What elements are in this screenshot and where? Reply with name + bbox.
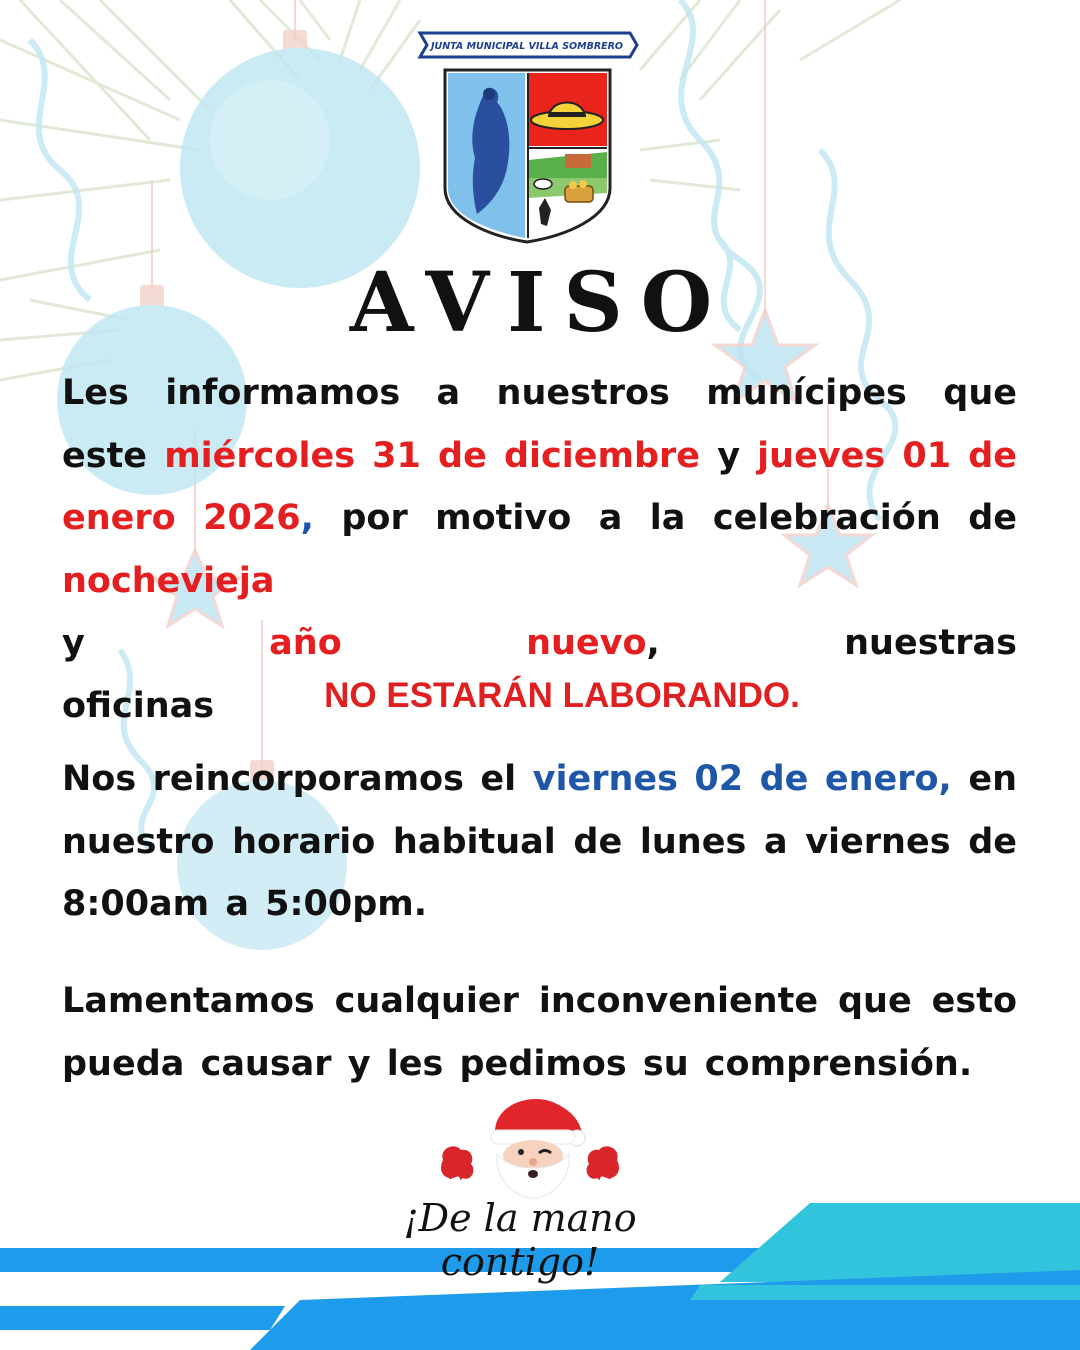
slogan-text: ¡De la mano contigo! (403, 1196, 637, 1284)
comma-text: , (300, 498, 314, 538)
connector-text-2: y (62, 623, 85, 663)
date-highlight-1: miércoles 31 de diciembre (164, 435, 701, 476)
paragraph-apology: Lamentamos cualquier inconveniente que esto pueda causar y les pedimos su comprensión. (62, 981, 1017, 1084)
holiday-highlight-2b: nuevo (526, 623, 647, 663)
municipal-shield-icon (445, 70, 610, 242)
ending-text-2: oficinas (62, 685, 215, 726)
ending-text-1: nuestras (844, 623, 1017, 663)
connector-text: y (717, 435, 741, 476)
reason-text: por motivo a la celebración de (341, 498, 1018, 538)
return-intro-text: Nos reincorporamos el (62, 759, 517, 799)
logo-banner-text: JUNTA MUNICIPAL VILLA SOMBRERO (430, 41, 624, 52)
comma-text-2: , (646, 623, 660, 663)
intro-text: Les informamos a nuestros munícipes que este (62, 373, 1017, 476)
paragraph-return-info (62, 748, 1017, 936)
holiday-highlight-1: nochevieja (62, 560, 275, 601)
holiday-highlight-2a: año (269, 623, 342, 663)
closure-notice: NO ESTARÁN LABORANDO. (324, 676, 800, 715)
spread-line (62, 612, 1017, 675)
municipal-logo (415, 28, 640, 248)
date-highlight-2: jueves 01 de enero 2026 (62, 435, 1018, 538)
page-title: AVISO (349, 255, 731, 351)
santa-icon (425, 1090, 635, 1205)
logo-banner (420, 33, 637, 57)
schedule-text: en nuestro horario habitual de lunes a viernes de 8:00am a 5:00pm. (62, 759, 1017, 924)
return-date-highlight: viernes 02 de enero, (532, 759, 952, 799)
